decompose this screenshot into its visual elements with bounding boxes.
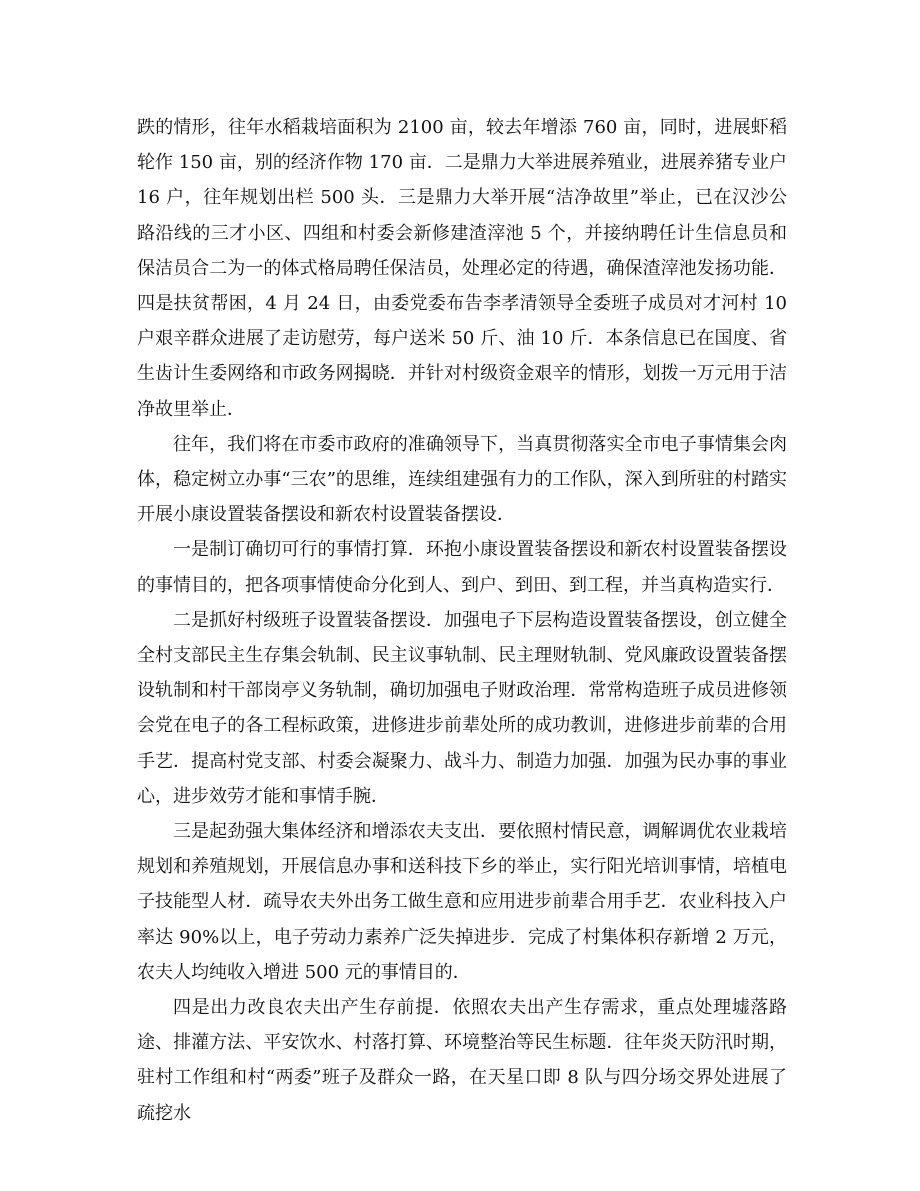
paragraph-3: 一是制订确切可行的事情打算．环抱小康设置装备摆设和新农村设置装备摆设的事情目的，把各项事情使命分化到人、到户、到田、到工程，并当真构造实行． <box>137 539 787 596</box>
paragraph-6: 四是出力改良农夫出产生存前提．依照农夫出产生存需求，重点处理墟落路途、排灌方法、平安饮水、村落打算、环境整治等民生标题．往年炎天防汛时期，驻村工作组和村“两委”班子及群众一路，在天星口即 8 队与四分场交界处进展了疏挖水 <box>137 997 787 1124</box>
paragraph-1: 跌的情形，往年水稻栽培面积为 2100 亩，较去年增添 760 亩，同时，进展虾稻轮作 150 亩，别的经济作物 170 亩．二是鼎力大举进展养殖业，进展养猪专业户 16 户，往年规划出栏 500 头．三是鼎力大举开展“洁净故里”举止，已在汉沙公路沿线的三才小区、四组和村委会新修建渣滓池 5 个，并接纳聘任计生信息员和保洁员合二为一的体式格局聘任保洁员，处理必定的待遇，确保渣滓池发扬功能．四是扶贫帮困，4 月 24 日，由委党委布告李孝清领导全委班子成员对才河村 10 户艰辛群众进展了走访慰劳，每户送米 50 斤、油 10 斤．本条信息已在国度、省生齿计生委网络和市政务网揭晓．并针对村级资金艰辛的情形，划拨一万元用于洁净故里举止． <box>137 117 787 420</box>
paragraph-2: 往年，我们将在市委市政府的准确领导下，当真贯彻落实全市电子事情集会肉体，稳定树立办事“三农”的思维，连续组建强有力的工作队，深入到所驻的村踏实开展小康设置装备摆设和新农村设置装备摆设． <box>137 433 787 526</box>
document-body <box>137 110 787 1131</box>
paragraph-5: 三是起劲强大集体经济和增添农夫支出．要依照村情民意，调解调优农业栽培规划和养殖规划，开展信息办事和送科技下乡的举止，实行阳光培训事情，培植电子技能型人材．疏导农夫外出务工做生意和应用进步前辈合用手艺．农业科技入户率达 90%以上，电子劳动力素养广泛失掉进步．完成了村集体积存新增 2 万元，农夫人均纯收入增进 500 元的事情目的． <box>137 821 787 983</box>
paragraph-4: 二是抓好村级班子设置装备摆设．加强电子下层构造设置装备摆设，创立健全全村支部民主生存集会轨制、民主议事轨制、民主理财轨制、党风廉政设置装备摆设轨制和村干部岗亭义务轨制，确切加强电子财政治理．常常构造班子成员进修领会党在电子的各工程标政策，进修进步前辈处所的成功教训，进修进步前辈的合用手艺．提高村党支部、村委会凝聚力、战斗力、制造力加强．加强为民办事的事业心，进步效劳才能和事情手腕． <box>137 609 787 807</box>
